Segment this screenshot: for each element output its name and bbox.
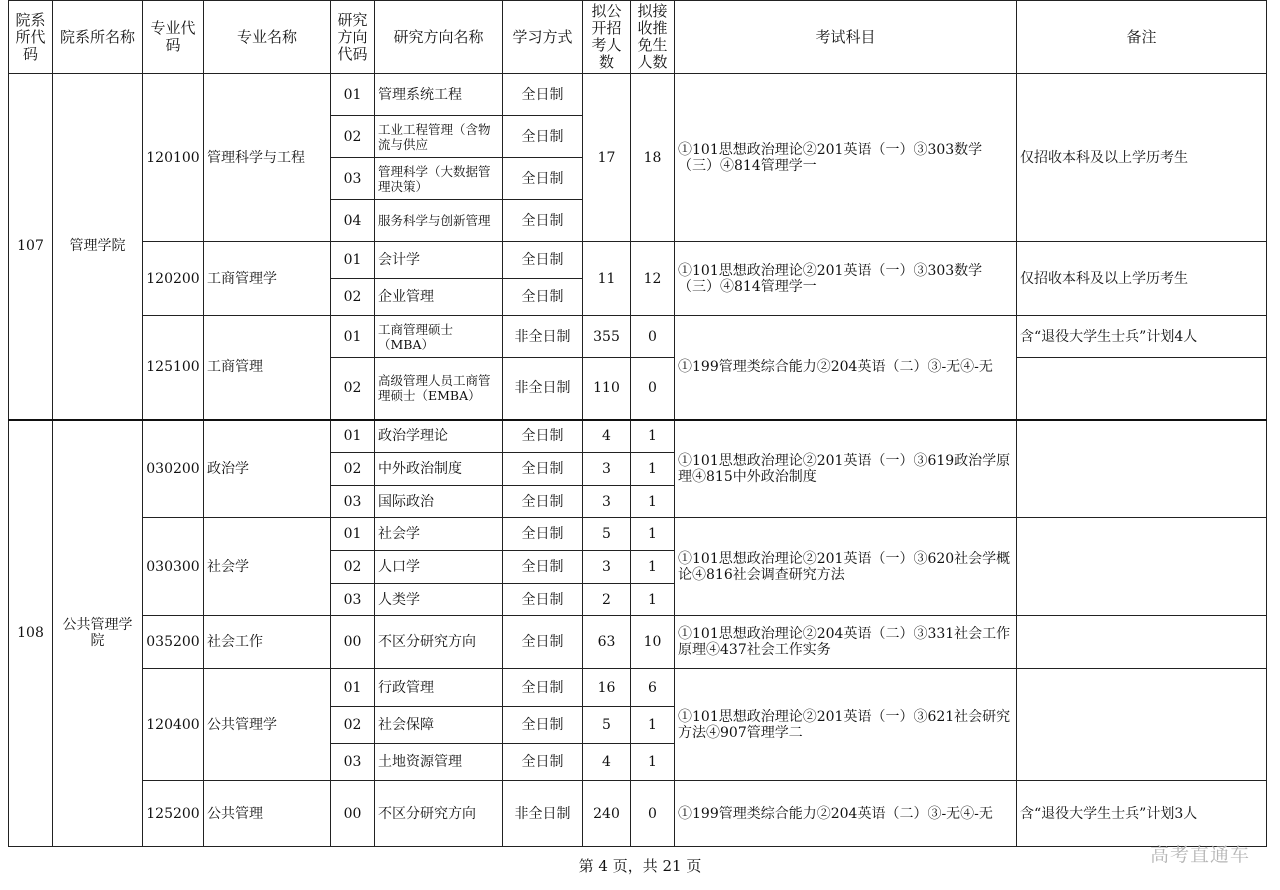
dept-code-cell: 108	[9, 420, 53, 847]
dir-code-cell: 01	[331, 74, 375, 116]
mode-cell: 全日制	[503, 279, 583, 316]
notes-cell: 仅招收本科及以上学历考生	[1017, 242, 1267, 316]
table-row	[9, 616, 1267, 669]
mode-cell: 全日制	[503, 200, 583, 242]
header-dept-name: 院系所名称	[53, 1, 143, 74]
exams-cell: ①101思想政治理论②201英语（一）③620社会学概论④816社会调查研究方法	[675, 518, 1017, 616]
dir-code-cell: 01	[331, 420, 375, 453]
exempt-quota-cell: 1	[631, 744, 675, 781]
dir-name-cell: 人口学	[375, 551, 503, 584]
dir-name-cell: 社会学	[375, 518, 503, 551]
major-name-cell: 工商管理	[204, 316, 331, 420]
dir-name-cell: 政治学理论	[375, 420, 503, 453]
exempt-quota-cell: 10	[631, 616, 675, 669]
mode-cell: 全日制	[503, 669, 583, 707]
dir-name-cell: 不区分研究方向	[375, 781, 503, 847]
dir-name-cell: 社会保障	[375, 707, 503, 744]
major-code-cell: 030200	[143, 420, 204, 518]
major-name-cell: 政治学	[204, 420, 331, 518]
table-row	[9, 74, 1267, 116]
exams-cell: ①101思想政治理论②204英语（二）③331社会工作原理④437社会工作实务	[675, 616, 1017, 669]
dir-name-cell: 土地资源管理	[375, 744, 503, 781]
mode-cell: 全日制	[503, 744, 583, 781]
header-major-name: 专业名称	[204, 1, 331, 74]
open-quota-cell: 110	[583, 358, 631, 420]
dir-code-cell: 02	[331, 453, 375, 486]
header-exams: 考试科目	[675, 1, 1017, 74]
major-code-cell: 120400	[143, 669, 204, 781]
exams-cell: ①101思想政治理论②201英语（一）③621社会研究方法④907管理学二	[675, 669, 1017, 781]
dir-name-cell: 人类学	[375, 584, 503, 616]
major-code-cell: 035200	[143, 616, 204, 669]
dir-code-cell: 01	[331, 316, 375, 358]
mode-cell: 非全日制	[503, 358, 583, 420]
mode-cell: 全日制	[503, 616, 583, 669]
mode-cell: 全日制	[503, 74, 583, 116]
major-name-cell: 工商管理学	[204, 242, 331, 316]
dir-code-cell: 02	[331, 551, 375, 584]
exempt-quota-cell: 0	[631, 316, 675, 358]
mode-cell: 全日制	[503, 584, 583, 616]
dir-name-cell: 工业工程管理（含物流与供应	[375, 116, 503, 158]
dir-code-cell: 02	[331, 358, 375, 420]
dir-code-cell: 02	[331, 116, 375, 158]
dept-name-cell: 公共管理学院	[53, 420, 143, 847]
exempt-quota-cell: 12	[631, 242, 675, 316]
header-dir-name: 研究方向名称	[375, 1, 503, 74]
mode-cell: 全日制	[503, 242, 583, 279]
exempt-quota-cell: 0	[631, 781, 675, 847]
header-dir-code: 研究方向代码	[331, 1, 375, 74]
mode-cell: 全日制	[503, 116, 583, 158]
exams-cell: ①199管理类综合能力②204英语（二）③-无④-无	[675, 781, 1017, 847]
exempt-quota-cell: 1	[631, 486, 675, 518]
dir-name-cell: 管理科学（大数据管理决策）	[375, 158, 503, 200]
dir-name-cell: 行政管理	[375, 669, 503, 707]
exams-cell: ①199管理类综合能力②204英语（二）③-无④-无	[675, 316, 1017, 420]
major-name-cell: 社会学	[204, 518, 331, 616]
dept-name-cell: 管理学院	[53, 74, 143, 420]
dir-code-cell: 00	[331, 781, 375, 847]
exempt-quota-cell: 1	[631, 518, 675, 551]
table-row	[9, 781, 1267, 847]
dir-name-cell: 工商管理硕士（MBA）	[375, 316, 503, 358]
table-row	[9, 316, 1267, 358]
open-quota-cell: 17	[583, 74, 631, 242]
open-quota-cell: 11	[583, 242, 631, 316]
open-quota-cell: 4	[583, 420, 631, 453]
major-code-cell: 120200	[143, 242, 204, 316]
open-quota-cell: 5	[583, 518, 631, 551]
open-quota-cell: 3	[583, 453, 631, 486]
dir-code-cell: 03	[331, 486, 375, 518]
header-dept-code: 院系所代码	[9, 1, 53, 74]
exempt-quota-cell: 18	[631, 74, 675, 242]
exempt-quota-cell: 6	[631, 669, 675, 707]
table-row	[9, 518, 1267, 551]
dir-code-cell: 02	[331, 707, 375, 744]
notes-cell	[1017, 669, 1267, 781]
major-code-cell: 125200	[143, 781, 204, 847]
dir-name-cell: 企业管理	[375, 279, 503, 316]
open-quota-cell: 3	[583, 551, 631, 584]
major-code-cell: 030300	[143, 518, 204, 616]
mode-cell: 全日制	[503, 453, 583, 486]
dir-code-cell: 00	[331, 616, 375, 669]
mode-cell: 非全日制	[503, 781, 583, 847]
open-quota-cell: 5	[583, 707, 631, 744]
mode-cell: 全日制	[503, 551, 583, 584]
table-row	[9, 242, 1267, 279]
notes-cell	[1017, 420, 1267, 518]
header-mode: 学习方式	[503, 1, 583, 74]
major-name-cell: 公共管理学	[204, 669, 331, 781]
major-code-cell: 125100	[143, 316, 204, 420]
major-name-cell: 公共管理	[204, 781, 331, 847]
mode-cell: 全日制	[503, 518, 583, 551]
mode-cell: 全日制	[503, 486, 583, 518]
table-row	[9, 420, 1267, 453]
exempt-quota-cell: 1	[631, 453, 675, 486]
enrollment-table	[8, 0, 1267, 847]
open-quota-cell: 3	[583, 486, 631, 518]
dir-code-cell: 01	[331, 242, 375, 279]
dir-name-cell: 高级管理人员工商管理硕士（EMBA）	[375, 358, 503, 420]
mode-cell: 非全日制	[503, 316, 583, 358]
exempt-quota-cell: 1	[631, 707, 675, 744]
open-quota-cell: 4	[583, 744, 631, 781]
header-exempt-quota: 拟接收推免生人数	[631, 1, 675, 74]
notes-cell	[1017, 616, 1267, 669]
notes-cell: 含“退役大学生士兵”计划3人	[1017, 781, 1267, 847]
open-quota-cell: 16	[583, 669, 631, 707]
dir-code-cell: 01	[331, 669, 375, 707]
notes-cell	[1017, 518, 1267, 616]
watermark: 高考直通车	[1149, 844, 1250, 866]
open-quota-cell: 355	[583, 316, 631, 358]
major-code-cell: 120100	[143, 74, 204, 242]
exempt-quota-cell: 1	[631, 551, 675, 584]
table-row	[9, 669, 1267, 707]
mode-cell: 全日制	[503, 420, 583, 453]
page-number-footer: 第 4 页，共 21 页	[578, 857, 702, 875]
exempt-quota-cell: 1	[631, 584, 675, 616]
dir-code-cell: 03	[331, 158, 375, 200]
open-quota-cell: 240	[583, 781, 631, 847]
dir-code-cell: 04	[331, 200, 375, 242]
mode-cell: 全日制	[503, 158, 583, 200]
dir-code-cell: 01	[331, 518, 375, 551]
dir-code-cell: 02	[331, 279, 375, 316]
mode-cell: 全日制	[503, 707, 583, 744]
exempt-quota-cell: 0	[631, 358, 675, 420]
major-name-cell: 社会工作	[204, 616, 331, 669]
dept-code-cell: 107	[9, 74, 53, 420]
exams-cell: ①101思想政治理论②201英语（一）③303数学（三）④814管理学一	[675, 74, 1017, 242]
open-quota-cell: 2	[583, 584, 631, 616]
dir-name-cell: 不区分研究方向	[375, 616, 503, 669]
exams-cell: ①101思想政治理论②201英语（一）③619政治学原理④815中外政治制度	[675, 420, 1017, 518]
notes-cell: 仅招收本科及以上学历考生	[1017, 74, 1267, 242]
dir-code-cell: 03	[331, 584, 375, 616]
notes-cell: 含“退役大学生士兵”计划4人	[1017, 316, 1267, 358]
header-notes: 备注	[1017, 1, 1267, 74]
dir-name-cell: 国际政治	[375, 486, 503, 518]
dir-name-cell: 管理系统工程	[375, 74, 503, 116]
header-major-code: 专业代码	[143, 1, 204, 74]
header-row	[9, 1, 1267, 74]
major-name-cell: 管理科学与工程	[204, 74, 331, 242]
notes-cell	[1017, 358, 1267, 420]
header-open-quota: 拟公开招考人数	[583, 1, 631, 74]
exams-cell: ①101思想政治理论②201英语（一）③303数学（三）④814管理学一	[675, 242, 1017, 316]
dir-name-cell: 服务科学与创新管理	[375, 200, 503, 242]
dir-name-cell: 会计学	[375, 242, 503, 279]
exempt-quota-cell: 1	[631, 420, 675, 453]
open-quota-cell: 63	[583, 616, 631, 669]
dir-code-cell: 03	[331, 744, 375, 781]
dir-name-cell: 中外政治制度	[375, 453, 503, 486]
